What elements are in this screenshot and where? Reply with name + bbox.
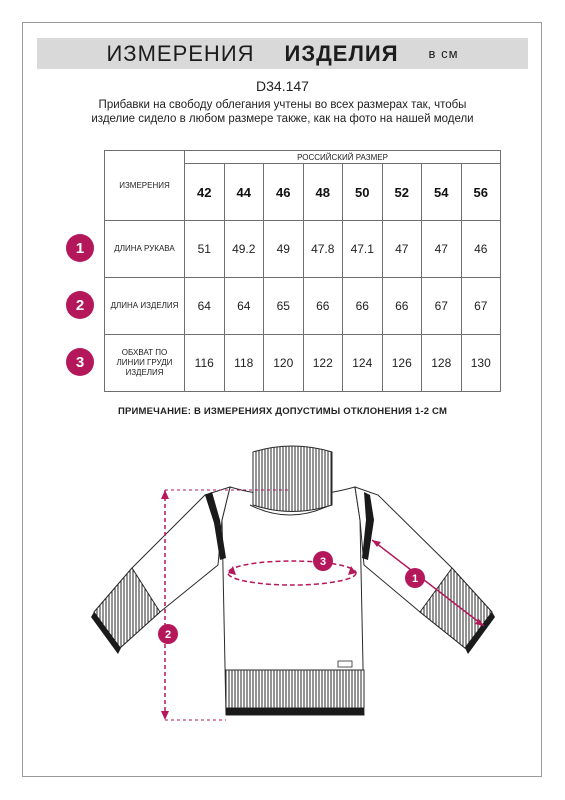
value-cell: 47 [422, 221, 462, 278]
value-cell: 66 [303, 278, 343, 335]
value-cell: 46 [461, 221, 501, 278]
size-cell: 50 [343, 164, 383, 221]
value-cell: 122 [303, 335, 343, 392]
value-cell: 67 [461, 278, 501, 335]
value-cell: 51 [185, 221, 225, 278]
row-marker-1: 1 [66, 234, 94, 262]
row-marker-3: 3 [66, 348, 94, 376]
diagram-marker-3-text: 3 [319, 556, 327, 568]
value-cell: 47.8 [303, 221, 343, 278]
hem-rib [226, 670, 364, 708]
tolerance-remark: ПРИМЕЧАНИЕ: В ИЗМЕРЕНИЯХ ДОПУСТИМЫ ОТКЛОНЕНИЯ 1-2 СМ [117, 406, 448, 417]
value-cell: 47.1 [343, 221, 383, 278]
measurements-caption: ИЗМЕРЕНИЯ [105, 151, 185, 221]
russian-size-caption: РОССИЙСКИЙ РАЗМЕР [185, 151, 501, 164]
value-cell: 130 [461, 335, 501, 392]
row-marker-2: 2 [66, 291, 94, 319]
value-cell: 116 [185, 335, 225, 392]
fit-note: Прибавки на свободу облегания учтены во всех размерах так, чтобы изделие сидело в любом размере также, как на фото на нашей модели [91, 99, 474, 125]
diagram-marker-1-text: 1 [411, 573, 419, 585]
diagram-marker-1 [405, 568, 425, 588]
header-word-product: ИЗДЕЛИЯ [284, 40, 399, 66]
diagram-marker-2-text: 2 [164, 629, 172, 641]
right-sleeve [355, 487, 495, 654]
article-number: D34.147 [256, 78, 309, 94]
size-cell: 52 [382, 164, 422, 221]
size-cell: 56 [461, 164, 501, 221]
size-cell: 46 [264, 164, 304, 221]
diagram-marker-3 [313, 551, 333, 571]
header-word-measurements: ИЗМЕРЕНИЯ [106, 40, 255, 66]
value-cell: 124 [343, 335, 383, 392]
size-cell: 54 [422, 164, 462, 221]
value-cell: 64 [185, 278, 225, 335]
row-label: ОБХВАТ ПО ЛИНИИ ГРУДИ ИЗДЕЛИЯ [105, 335, 185, 392]
row-label: ДЛИНА ИЗДЕЛИЯ [105, 278, 185, 335]
row-label: ДЛИНА РУКАВА [105, 221, 185, 278]
turtleneck-collar [253, 446, 332, 512]
value-cell: 126 [382, 335, 422, 392]
value-cell: 64 [224, 278, 264, 335]
size-cell: 44 [224, 164, 264, 221]
value-cell: 128 [422, 335, 462, 392]
value-cell: 66 [382, 278, 422, 335]
size-cell: 42 [185, 164, 225, 221]
diagram-marker-2 [158, 624, 178, 644]
value-cell: 120 [264, 335, 304, 392]
value-cell: 49.2 [224, 221, 264, 278]
value-cell: 49 [264, 221, 304, 278]
value-cell: 67 [422, 278, 462, 335]
size-cell: 48 [303, 164, 343, 221]
value-cell: 65 [264, 278, 304, 335]
value-cell: 47 [382, 221, 422, 278]
value-cell: 118 [224, 335, 264, 392]
hem-band [226, 708, 364, 715]
value-cell: 66 [343, 278, 383, 335]
label-tag [338, 661, 352, 667]
header-unit: в см [428, 46, 459, 61]
